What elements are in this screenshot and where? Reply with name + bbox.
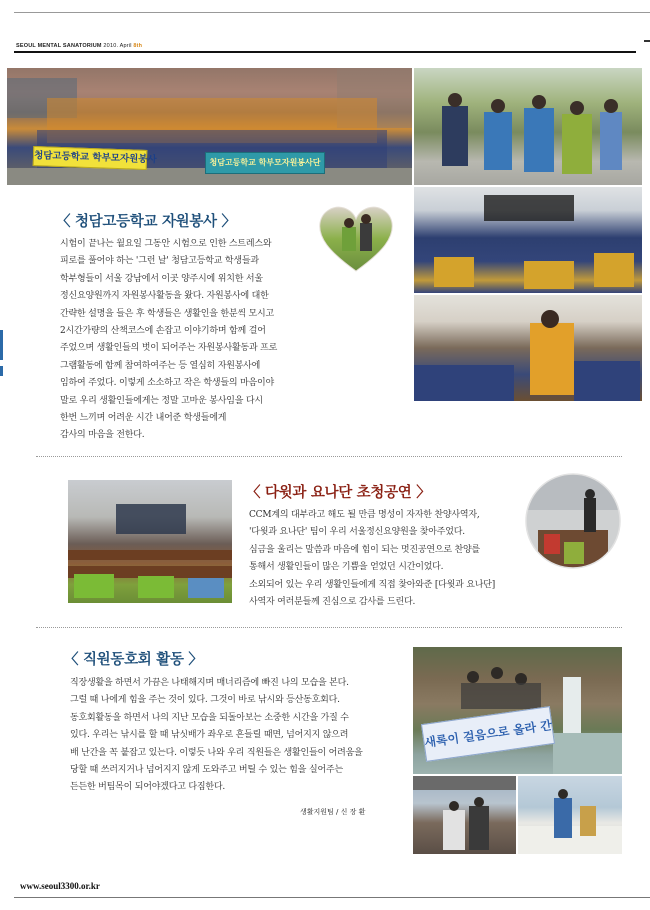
group-photo-students [7,68,412,185]
boat-photo-2 [518,776,622,854]
margin-tab-mark [0,330,3,360]
section1-title: 〈 청담고등학교 자원봉사 〉 [56,214,236,230]
section1-line: 말로 우리 생활인들에게는 정말 고마운 봉사임을 다시 [60,395,263,406]
section1-line: 감사의 마음을 전한다. [60,430,145,441]
club-banner: 새록이 걸음으로 올라 간 [421,706,555,762]
right-edge-mark [644,40,650,42]
boat-photo-1 [413,776,516,854]
section1-line: 간략한 설명을 들은 후 학생들은 생활인을 한분씩 모시고 [60,308,274,319]
header-top-rule [14,12,650,13]
section-divider-2 [36,627,622,628]
masthead [16,43,142,49]
margin-tab-mark-2 [0,366,3,376]
section2-line: CCM계의 대부라고 해도 될 만큼 명성이 자자한 찬양사역자, [249,510,480,520]
banner-right: 청담고등학교 학부모자원봉사단 [205,152,325,174]
section2-line: 사역자 여러분들께 진심으로 감사를 드린다. [249,597,416,608]
program-photo-1 [414,187,642,293]
concert-hall-photo [68,480,232,603]
section1-line: 학부형들이 서울 강남에서 이곳 양주시에 위치한 서울 [60,273,263,284]
heart-photo [318,205,394,273]
section3-line: 그럴 때 나에게 힘을 주는 것이 있다. 그것이 바로 낚시와 등산동호회다. [70,695,340,706]
concert-hall-detail [68,480,232,603]
boat-photo-2-detail [518,776,622,854]
section1-line: 시험이 끝나는 월요일 그동안 시험으로 인한 스트레스와 [60,239,272,249]
masthead-date: 2010. April [103,43,132,49]
program-photo-2 [414,295,642,401]
program-photo-2-detail [414,295,642,401]
section3-body [70,675,363,797]
section1-line: 임하여 주었다. 이렇게 소소하고 작은 학생들의 마음이야 [60,378,274,389]
section2-line: 심금을 울리는 말씀과 마음에 힘이 되는 멋진공연으로 찬양를 [249,544,480,555]
section2-title: 〈 다윗과 요나단 초청공연 〉 [246,485,431,501]
section1-line: 주었으며 생활인들의 벗이 되어주는 자원봉사활동과 프로 [60,343,278,354]
masthead-issue: 8th [133,43,143,49]
section2-line: 소외되어 있는 우리 생활인들에게 직접 찾아와준 [다윗과 요나단] [249,579,496,590]
section3-line: 당할 때 쓰러지거나 넘어지지 않게 도와주고 버틸 수 있는 힘을 실어주는 [70,765,343,776]
boat-photo-1-detail [413,776,516,854]
section1-line: 한번 느끼며 어려운 시간 내어준 학생들에게 [60,413,227,424]
waterfall-group-photo [413,647,622,774]
walking-photo-detail [414,68,642,185]
section2-line: 통해서 생활인들이 많은 기쁨을 얻었던 시간이었다. [249,562,444,573]
walking-photo [414,68,642,185]
header-rule [14,51,636,53]
section3-line: 든든한 버팀목이 되어야겠다고 다짐한다. [70,782,226,793]
section1-line: 2시간가량의 산책코스에 손잡고 이야기하며 함께 걸어 [60,326,266,337]
section2-body [249,507,495,611]
section3-line: 배 난간을 꼭 붙잡고 있는다. 이렇듯 나와 우리 직원들은 생활인들이 어려움을 [70,747,363,758]
masthead-title: SEOUL MENTAL SANATORIUM [16,43,102,49]
author-signature: 생활지원팀 / 신 장 환 [300,808,366,816]
section1-body [60,236,277,445]
program-photo-1-detail [414,187,642,293]
singer-circle-photo [524,472,622,570]
section-divider-1 [36,456,622,457]
footer-rule [14,897,650,898]
section3-line: 있다. 우리는 낚시를 할 때 낚싯배가 좌우로 흔들릴 때면, 넘어지지 않으려 [70,730,349,741]
section1-line: 피로를 풀어야 하는 '그런 날' 청담고등학교 학생들과 [60,256,259,267]
section1-line: 그램활동에 함께 참여하여주는 등 열심히 자원봉사에 [60,360,261,371]
banner-left: 청담고등학교 학부모자원봉사 [33,146,148,170]
section3-line: 동호회활동을 하면서 나의 지난 모습을 되돌아보는 소중한 시간을 가질 수 [70,712,349,723]
section2-line: '다윗과 요나단' 팀이 우리 서울정신요양원을 찾아주었다. [249,527,465,538]
footer-url: www.seoul3300.or.kr [20,881,100,891]
section3-title: 〈 직원동호회 활동 〉 [64,652,203,668]
section1-line: 정신요양원까지 자원봉사활동을 왔다. 자원봉사에 대한 [60,291,269,302]
section3-line: 직장생활을 하면서 가끔은 나태해지며 매너리즘에 빠진 나의 모습을 본다. [70,678,349,688]
